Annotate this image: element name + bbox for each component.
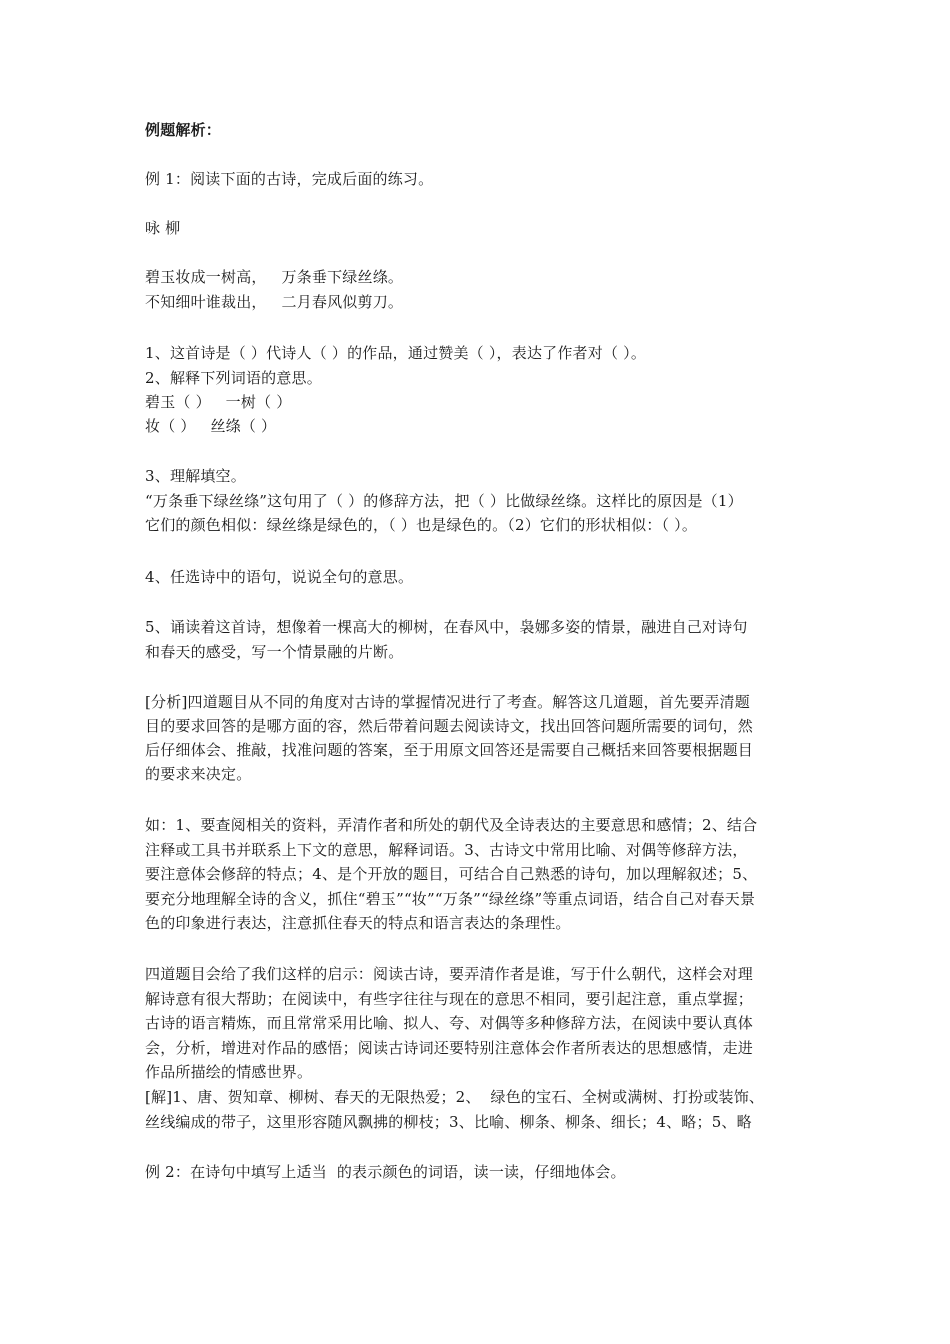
poem-line: 碧玉妆成一树高， 万条垂下绿丝绦。: [145, 268, 404, 286]
insight-line: 解诗意有很大帮助；在阅读中，有些字往往与现在的意思不相同，要引起注意，重点掌握；: [145, 990, 754, 1008]
question-4: 4、任选诗中的语句，说说全句的意思。: [145, 568, 414, 586]
poem-title: 咏 柳: [145, 219, 181, 237]
insight-line: 会，分析，增进对作品的感悟；阅读古诗词还要特别注意体会作者所表达的思想感情，走进: [145, 1039, 754, 1057]
question-3-line: “万条垂下绿丝绦”这句用了（ ）的修辞方法，把（ ）比做绿丝绦。这样比的原因是（1）: [145, 492, 743, 510]
example-1-intro: 例 1：阅读下面的古诗，完成后面的练习。: [145, 170, 434, 188]
question-5-line: 和春天的感受，写一个情景融的片断。: [145, 643, 404, 661]
answer-line: [解]1、唐、贺知章、柳树、春天的无限热爱；2、 绿色的宝石、全树或满树、打扮或装饰、: [145, 1088, 765, 1106]
analysis-line: 目的要求回答的是哪方面的容，然后带着问题去阅读诗文，找出回答问题所需要的词句，然: [145, 717, 754, 735]
example-line: 色的印象进行表达，注意抓住春天的特点和语言表达的条理性。: [145, 914, 571, 932]
example-line: 注释或工具书并联系上下文的意思，解释词语。3、古诗文中常用比喻、对偶等修辞方法，: [145, 841, 748, 859]
example-line: 要充分地理解全诗的含义，抓住“碧玉”“妆”“万条”“绿丝绦”等重点词语，结合自己对春天景: [145, 890, 756, 908]
question-2: 2、解释下列词语的意思。: [145, 369, 322, 387]
analysis-line: [分析]四道题目从不同的角度对古诗的掌握情况进行了考查。解答这几道题，首先要弄清题: [145, 693, 750, 711]
insight-line: 古诗的语言精炼，而且常常采用比喻、拟人、夸、对偶等多种修辞方法，在阅读中要认真体: [145, 1014, 754, 1032]
question-5-line: 5、诵读着这首诗，想像着一棵高大的柳树，在春风中，袅娜多姿的情景，融进自己对诗句: [145, 618, 748, 636]
question-2-item: 妆（ ） 丝绦（ ）: [145, 417, 277, 435]
example-2-intro: 例 2：在诗句中填写上适当 的表示颜色的词语，读一读，仔细地体会。: [145, 1163, 626, 1181]
analysis-line: 的要求来决定。: [145, 765, 252, 783]
question-2-item: 碧玉（ ） 一树（ ）: [145, 393, 292, 411]
analysis-line: 后仔细体会、推敲，找准问题的答案，至于用原文回答还是需要自己概括来回答要根据题目: [145, 741, 754, 759]
example-line: 要注意体会修辞的特点；4、是个开放的题目，可结合自己熟悉的诗句，加以理解叙述；5、: [145, 865, 758, 883]
question-1: 1、这首诗是（ ）代诗人（ ）的作品，通过赞美（ ），表达了作者对（ ）。: [145, 344, 647, 362]
insight-line: 四道题目会给了我们这样的启示：阅读古诗，要弄清作者是谁，写于什么朝代，这样会对理: [145, 965, 754, 983]
question-3-line: 它们的颜色相似：绿丝绦是绿色的，（ ）也是绿色的。（2）它们的形状相似：（ ）。: [145, 516, 698, 534]
answer-line: 丝线编成的带子，这里形容随风飘拂的柳枝；3、比喻、柳条、柳条、细长；4、略；5、略: [145, 1113, 752, 1131]
poem-line: 不知细叶谁裁出， 二月春风似剪刀。: [145, 293, 404, 311]
example-line: 如：1、要查阅相关的资料，弄清作者和所处的朝代及全诗表达的主要意思和感情；2、结合: [145, 816, 758, 834]
question-3: 3、理解填空。: [145, 467, 246, 485]
insight-line: 作品所描绘的情感世界。: [145, 1063, 313, 1081]
section-heading: 例题解析：: [145, 121, 222, 139]
